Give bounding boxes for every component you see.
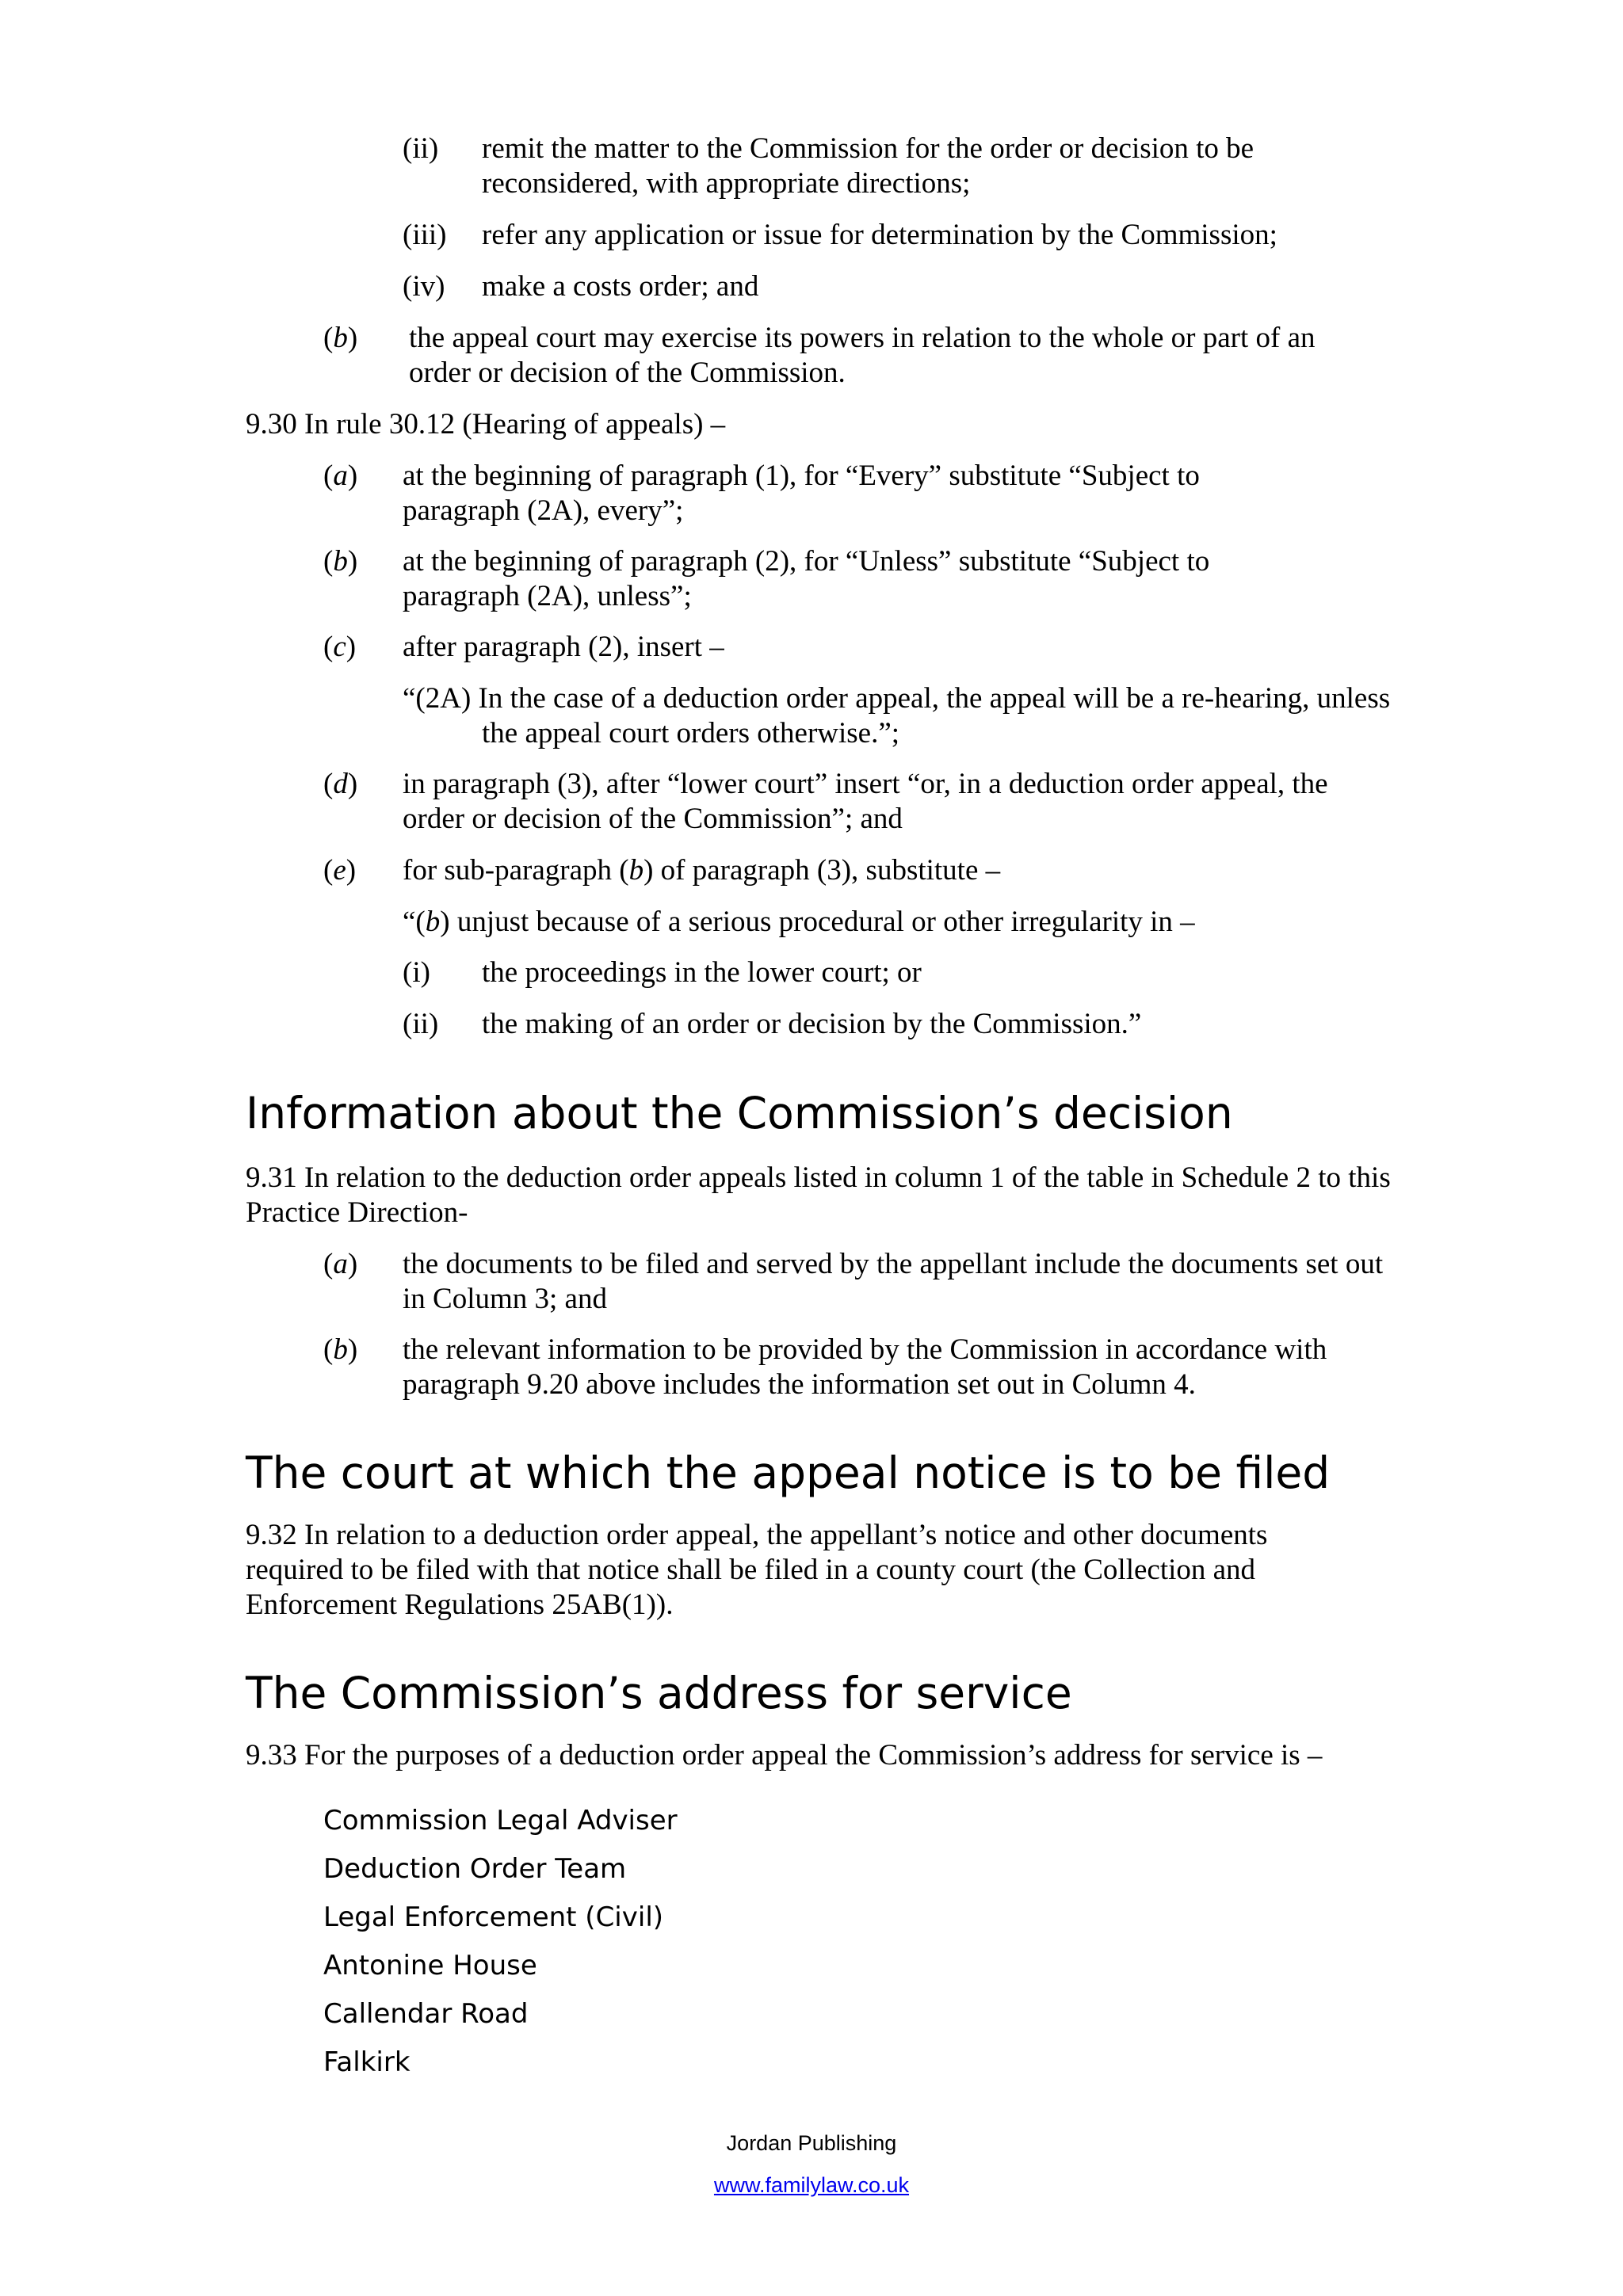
inserted-paragraph-2a: “(2A) In the case of a deduction order appeal, the appeal will be a re-hearing, unless the appeal court orders otherwise.”; xyxy=(403,682,1391,749)
item-label: (b) xyxy=(323,545,358,578)
item-label: (iii) xyxy=(403,219,447,251)
list-item-d xyxy=(323,767,1385,837)
item-text: the documents to be filed and served by the appellant include the documents set out in Column 3; and xyxy=(403,1248,1384,1315)
item-label: (a) xyxy=(323,1248,358,1280)
address-line: Deduction Order Team xyxy=(323,1853,627,1885)
list-item-i xyxy=(403,955,1354,990)
item-label: (ii) xyxy=(403,132,439,165)
list-item-c xyxy=(323,630,1274,665)
footer-website-link[interactable]: www.familylaw.co.uk xyxy=(713,2173,910,2197)
section-heading: Information about the Commission’s decision xyxy=(246,1088,1233,1138)
address-line: Commission Legal Adviser xyxy=(323,1805,678,1836)
address-line: Legal Enforcement (Civil) xyxy=(323,1901,664,1933)
item-label: (c) xyxy=(323,631,357,663)
item-label: (b) xyxy=(323,1333,358,1366)
item-text: the appeal court may exercise its powers in relation to the whole or part of an order or decision of the Commission. xyxy=(409,322,1316,389)
section-heading: The Commission’s address for service xyxy=(246,1668,1072,1718)
item-text: the proceedings in the lower court; or xyxy=(482,956,922,989)
footer-link-wrapper xyxy=(0,2168,1623,2203)
section-heading: The court at which the appeal notice is to be filed xyxy=(246,1447,1331,1498)
list-item-b xyxy=(323,321,1360,391)
item-text: the making of an order or decision by the Commission.” xyxy=(482,1008,1142,1040)
paragraph-9-33: 9.33 For the purposes of a deduction order appeal the Commission’s address for service is – xyxy=(246,1739,1323,1772)
item-text: the relevant information to be provided by the Commission in accordance with paragraph 9.20 above includes the information set out in Column 4. xyxy=(403,1333,1327,1401)
footer-publisher: Jordan Publishing xyxy=(726,2131,897,2155)
item-text: at the beginning of paragraph (2), for “Unless” substitute “Subject to paragraph (2A), unless”; xyxy=(403,545,1210,612)
substituted-sub-paragraph-b: “(b) unjust because of a serious procedural or other irregularity in – xyxy=(403,906,1195,938)
item-text: make a costs order; and xyxy=(482,270,759,303)
item-text: for sub-paragraph (b) of paragraph (3), substitute – xyxy=(403,854,1001,887)
list-item-e xyxy=(323,853,1274,888)
paragraph-9-32: 9.32 In relation to a deduction order appeal, the appellant’s notice and other documents required to be filed with that notice shall be filed in a county court (the Collection and Enforcement Regulations 25AB(1)). xyxy=(246,1519,1268,1621)
list-item-a xyxy=(323,1247,1385,1317)
item-text: refer any application or issue for determination by the Commission; xyxy=(482,219,1277,251)
address-line: Falkirk xyxy=(323,2046,411,2078)
item-text: at the beginning of paragraph (1), for “Every” substitute “Subject to paragraph (2A), every”; xyxy=(403,460,1200,527)
list-item-iii xyxy=(403,218,1433,253)
item-label: (i) xyxy=(403,956,430,989)
item-text: after paragraph (2), insert – xyxy=(403,631,724,663)
list-item-a xyxy=(323,459,1274,528)
paragraph-9-31: 9.31 In relation to the deduction order appeals listed in column 1 of the table in Schedule 2 to this Practice Direction- xyxy=(246,1161,1391,1229)
list-item-b xyxy=(323,1333,1385,1402)
item-text: in paragraph (3), after “lower court” insert “or, in a deduction order appeal, the order or decision of the Commission”; and xyxy=(403,768,1328,835)
item-label: (a) xyxy=(323,460,358,492)
item-label: (ii) xyxy=(403,1008,439,1040)
address-line: Callendar Road xyxy=(323,1998,529,2030)
item-label: (b) xyxy=(323,322,358,354)
item-label: (e) xyxy=(323,854,357,887)
paragraph-9-30: 9.30 In rule 30.12 (Hearing of appeals) – xyxy=(246,408,726,441)
item-label: (iv) xyxy=(403,270,445,303)
list-item-b xyxy=(323,544,1274,614)
item-label: (d) xyxy=(323,768,358,800)
address-line: Antonine House xyxy=(323,1950,537,1981)
list-item-iv xyxy=(403,269,1354,304)
item-text: remit the matter to the Commission for the order or decision to be reconsidered, with appropriate directions; xyxy=(482,132,1254,200)
list-item-ii xyxy=(403,1007,1354,1042)
list-item-ii xyxy=(403,132,1354,201)
